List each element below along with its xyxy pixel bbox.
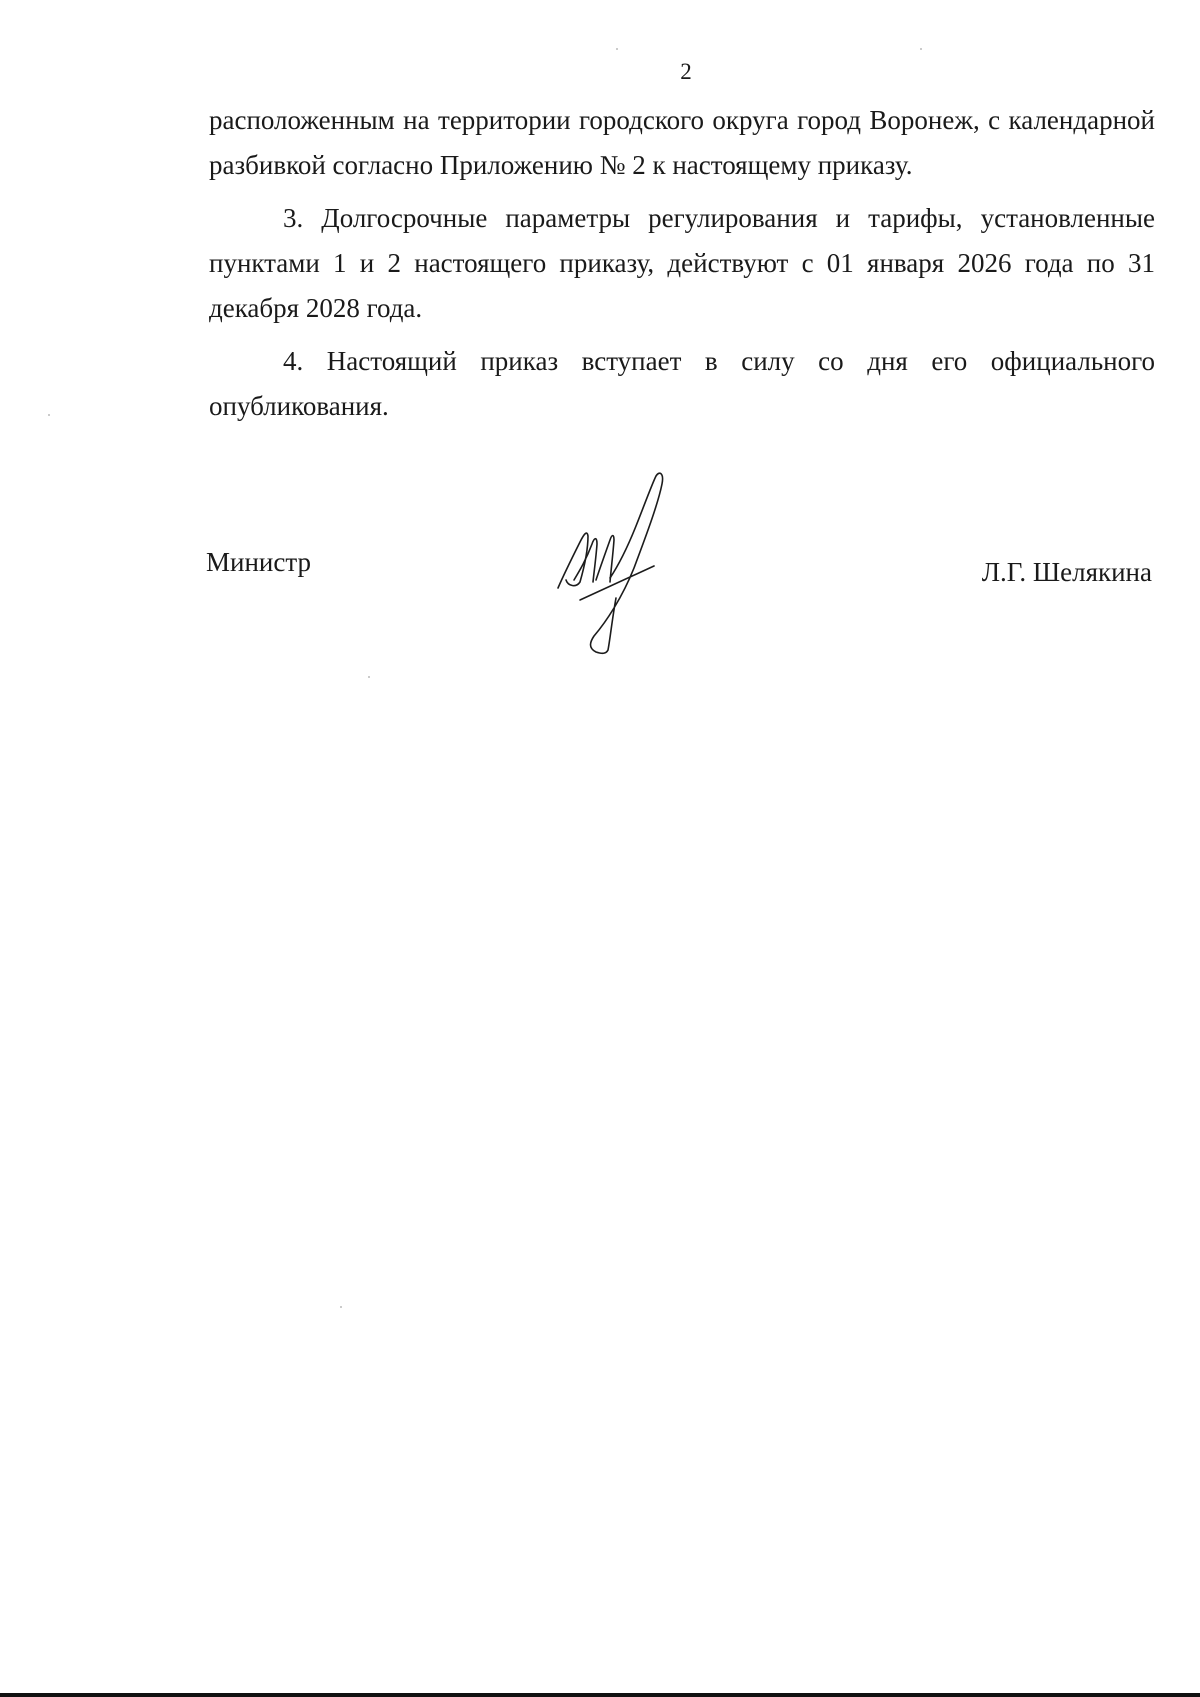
scan-edge-line xyxy=(0,1693,1200,1697)
signatory-name: Л.Г. Шелякина xyxy=(981,557,1152,587)
scan-speck xyxy=(340,1306,342,1308)
scan-speck xyxy=(920,48,922,50)
document-body xyxy=(209,98,1155,437)
scan-speck xyxy=(616,48,618,50)
page-number: 2 xyxy=(680,59,692,84)
paragraph-continuation: расположенным на территории городского округа город Воронеж, с календарной разбивкой согласно Приложению № 2 к настоящему приказу. xyxy=(209,105,1155,180)
handwritten-signature xyxy=(550,470,710,670)
scan-speck xyxy=(48,414,50,416)
scan-speck xyxy=(368,676,370,678)
signatory-position: Министр xyxy=(206,547,311,577)
paragraph-item-3: 3. Долгосрочные параметры регулирования и тарифы, установленные пунктами 1 и 2 настоящего приказу, действуют с 01 января 2026 года по 31 декабря 2028 года. xyxy=(209,203,1155,323)
signature-block xyxy=(0,470,1200,670)
paragraph-item-4: 4. Настоящий приказ вступает в силу со дня его официального опубликования. xyxy=(209,346,1155,421)
